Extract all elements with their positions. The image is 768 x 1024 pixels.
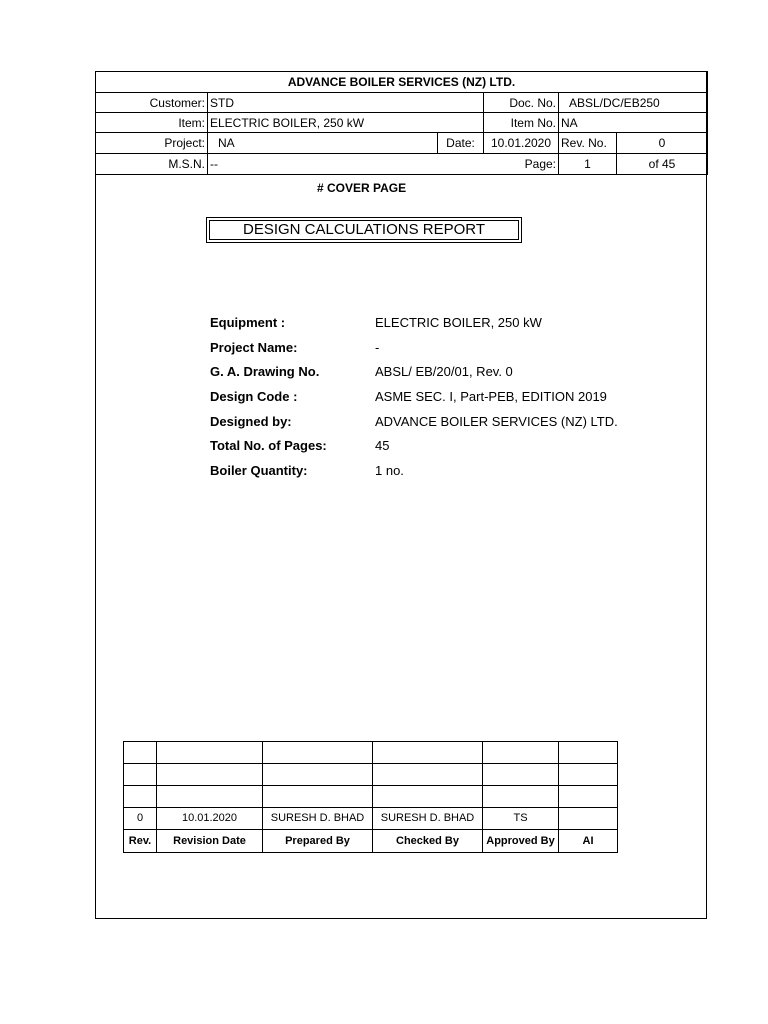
column-header: Approved By: [483, 830, 559, 853]
revision-header-row: [124, 830, 618, 853]
doc-no-label: Doc. No.: [484, 93, 559, 113]
table-cell: [157, 764, 263, 786]
table-cell: [559, 742, 618, 764]
msn-label: M.S.N.: [96, 154, 208, 175]
column-header: Prepared By: [263, 830, 373, 853]
report-title: DESIGN CALCULATIONS REPORT: [209, 220, 519, 240]
table-cell: [263, 786, 373, 808]
rev-no-value: 0: [617, 133, 708, 154]
prepared-by-cell: SURESH D. BHAD: [263, 808, 373, 830]
detail-row: [210, 360, 670, 385]
header-company-row: [96, 72, 708, 93]
table-cell: [263, 764, 373, 786]
detail-row: [210, 410, 670, 435]
detail-value: 45: [375, 438, 390, 454]
company-name: ADVANCE BOILER SERVICES (NZ) LTD.: [96, 72, 708, 93]
revision-blank-row: [124, 764, 618, 786]
item-value: ELECTRIC BOILER, 250 kW: [208, 113, 484, 133]
column-header: AI: [559, 830, 618, 853]
project-label: Project:: [96, 133, 208, 154]
column-header: Rev.: [124, 830, 157, 853]
table-cell: [124, 742, 157, 764]
table-cell: [124, 764, 157, 786]
detail-label: Design Code :: [210, 389, 298, 405]
table-cell: [373, 764, 483, 786]
page-number: 1: [559, 154, 617, 175]
revision-blank-row: [124, 786, 618, 808]
msn-value: --: [208, 154, 484, 175]
customer-label: Customer:: [96, 93, 208, 113]
table-cell: [373, 786, 483, 808]
table-cell: [124, 786, 157, 808]
revision-date-cell: 10.01.2020: [157, 808, 263, 830]
table-cell: [559, 764, 618, 786]
document-header-table: [95, 71, 708, 175]
detail-label: Boiler Quantity:: [210, 463, 308, 479]
column-header: Checked By: [373, 830, 483, 853]
detail-label: Designed by:: [210, 413, 292, 429]
table-cell: [483, 786, 559, 808]
detail-value: 1 no.: [375, 463, 404, 479]
detail-value: ABSL/ EB/20/01, Rev. 0: [375, 364, 513, 380]
table-cell: [157, 742, 263, 764]
revision-blank-row: [124, 742, 618, 764]
detail-row: [210, 459, 670, 484]
table-cell: [559, 786, 618, 808]
revision-table: [123, 741, 618, 853]
page-total: of 45: [617, 154, 708, 175]
item-no-label: Item No.: [484, 113, 559, 133]
rev-no-label: Rev. No.: [559, 133, 617, 154]
table-cell: [157, 786, 263, 808]
doc-no-value: ABSL/DC/EB250: [559, 93, 708, 113]
table-cell: [263, 742, 373, 764]
detail-row: [210, 311, 670, 336]
detail-label: G. A. Drawing No.: [210, 364, 320, 380]
approved-by-cell: TS: [483, 808, 559, 830]
header-item-row: [96, 113, 708, 133]
column-header: Revision Date: [157, 830, 263, 853]
detail-label: Total No. of Pages:: [210, 438, 327, 454]
item-label: Item:: [96, 113, 208, 133]
rev-number-cell: 0: [124, 808, 157, 830]
page-label: Page:: [484, 154, 559, 175]
equipment-details: [210, 311, 670, 484]
project-value: NA: [208, 133, 438, 154]
detail-row: [210, 385, 670, 410]
detail-value: ASME SEC. I, Part-PEB, EDITION 2019: [375, 389, 607, 405]
header-project-row: [96, 133, 708, 154]
item-no-value: NA: [559, 113, 708, 133]
cover-page-heading: # COVER PAGE: [317, 181, 407, 195]
detail-row: [210, 336, 670, 361]
detail-label: Equipment :: [210, 315, 286, 330]
ai-cell: [559, 808, 618, 830]
detail-row: [210, 434, 670, 459]
date-label: Date:: [438, 133, 484, 154]
header-msn-row: [96, 154, 708, 175]
table-cell: [373, 742, 483, 764]
header-customer-row: [96, 93, 708, 113]
table-cell: [483, 764, 559, 786]
customer-value: STD: [208, 93, 484, 113]
detail-value: -: [375, 339, 380, 355]
detail-value: ELECTRIC BOILER, 250 kW: [375, 315, 542, 330]
detail-label: Project Name:: [210, 339, 298, 355]
report-title-box: [206, 217, 522, 243]
date-value: 10.01.2020: [484, 133, 559, 154]
detail-value: ADVANCE BOILER SERVICES (NZ) LTD.: [375, 413, 618, 429]
revision-entry-row: [124, 808, 618, 830]
table-cell: [483, 742, 559, 764]
checked-by-cell: SURESH D. BHAD: [373, 808, 483, 830]
